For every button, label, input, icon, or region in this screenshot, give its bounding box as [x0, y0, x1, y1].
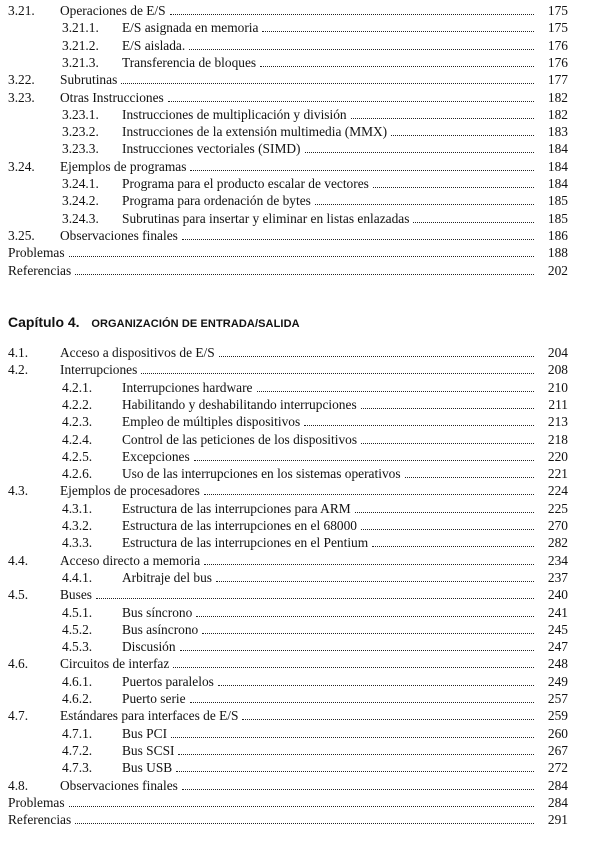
dot-leader [69, 255, 534, 257]
dot-leader [190, 701, 534, 703]
toc-entry-title: Estructura de las interrupciones en el 68000 [122, 518, 358, 533]
toc-entry[interactable] [8, 517, 568, 533]
toc-entry-number: 4.2.1. [62, 379, 93, 395]
dot-leader [262, 30, 534, 32]
toc-entry-title: Programa para ordenación de bytes [122, 193, 311, 209]
dot-leader [75, 822, 534, 824]
dot-leader [141, 372, 534, 374]
toc-entry[interactable] [8, 742, 568, 758]
toc-entry-title: Observaciones finales [60, 777, 178, 793]
chapter-title: ORGANIZACIÓN DE ENTRADA/SALIDA [91, 318, 300, 330]
toc-entry-number: 4.1. [8, 345, 29, 360]
toc-entry-page: 241 [547, 604, 568, 620]
toc-entry[interactable] [8, 2, 568, 18]
toc-entry-title: Bus síncrono [122, 604, 193, 620]
toc-entry[interactable] [8, 244, 568, 260]
dot-leader [260, 65, 534, 67]
toc-entry[interactable] [8, 465, 568, 481]
dot-leader [242, 718, 534, 720]
dot-leader [196, 615, 534, 617]
toc-entry-page: 224 [547, 483, 568, 499]
toc-entry-number: 4.3.2. [62, 518, 93, 533]
toc-entry[interactable] [8, 37, 568, 53]
toc-entry-page: 257 [547, 691, 568, 706]
toc-entry-title: Otras Instrucciones [60, 89, 164, 105]
toc-entry-page: 177 [547, 72, 568, 88]
toc-entry[interactable] [8, 482, 568, 498]
toc-entry-page: 249 [547, 673, 568, 689]
dot-leader [121, 82, 534, 84]
toc-entry-page: 218 [547, 431, 568, 447]
toc-entry-title: Subrutinas [60, 72, 118, 88]
toc-entry-title: Problemas [8, 794, 65, 810]
toc-entry-page: 188 [547, 245, 568, 261]
toc-entry[interactable] [8, 344, 568, 360]
dot-leader [355, 511, 534, 513]
toc-entry-title: Buses [60, 587, 92, 603]
dot-leader [304, 424, 534, 426]
toc-entry-number: 4.7. [8, 708, 29, 724]
toc-entry-title: E/S aislada. [122, 37, 186, 53]
dot-leader [194, 459, 534, 461]
toc-entry-title: Bus asíncrono [122, 621, 199, 637]
toc-entry[interactable] [8, 448, 568, 464]
toc-entry-number: 4.2.2. [62, 396, 93, 412]
toc-entry-page: 185 [547, 193, 568, 209]
toc-entry-page: 237 [547, 569, 568, 585]
toc-entry-page: 184 [547, 141, 568, 157]
toc-entry-title: Instrucciones de la extensión multimedia (MMX) [122, 124, 388, 140]
dot-leader [361, 528, 534, 530]
toc-entry-number: 3.21.3. [62, 54, 99, 70]
toc-entry-title: Observaciones finales [60, 227, 178, 243]
toc-entry[interactable] [8, 71, 568, 87]
toc-entry-number: 3.24. [8, 158, 35, 174]
toc-entry-page: 185 [547, 210, 568, 226]
toc-entry-title: Bus USB [122, 760, 173, 776]
toc-entry-number: 4.5. [8, 587, 29, 603]
toc-entry-title: Estándares para interfaces de E/S [60, 708, 239, 724]
toc-entry[interactable] [8, 89, 568, 105]
toc-entry-title: E/S asignada en memoria [122, 20, 259, 36]
toc-entry-page: 240 [547, 587, 568, 603]
toc-entry-title: Problemas [8, 245, 65, 261]
toc-entry-number: 3.23.1. [62, 106, 99, 122]
toc-entry-number: 3.24.1. [62, 176, 99, 191]
toc-entry-page: 210 [547, 379, 568, 395]
toc-entry-page: 248 [547, 656, 568, 672]
toc-entry[interactable] [8, 552, 568, 568]
toc-entry-title: Estructura de las interrupciones para ARM [122, 500, 351, 516]
toc-entry-page: 291 [547, 812, 568, 828]
toc-entry[interactable] [8, 19, 568, 35]
toc-entry-title: Estructura de las interrupciones en el Pentium [122, 535, 369, 551]
toc-entry-number: 4.6. [8, 656, 29, 672]
dot-leader [202, 632, 534, 634]
toc-entry-title: Ejemplos de programas [60, 158, 187, 174]
toc-entry-title: Instrucciones de multiplicación y división [122, 106, 347, 122]
toc-entry-page: 259 [547, 708, 568, 724]
toc-entry-number: 4.6.1. [62, 673, 93, 689]
dot-leader [171, 736, 534, 738]
dot-leader [216, 580, 534, 582]
toc-entry[interactable] [8, 638, 568, 654]
toc-entry-number: 4.2.3. [62, 414, 93, 430]
toc-entry-page: 208 [547, 362, 568, 378]
toc-entry[interactable] [8, 707, 568, 723]
toc-entry-number: 4.6.2. [62, 691, 93, 706]
toc-entry[interactable] [8, 811, 568, 827]
toc-entry[interactable] [8, 175, 568, 191]
toc-entry-page: 267 [547, 742, 568, 758]
toc-entry-title: Excepciones [122, 448, 190, 464]
dot-leader [361, 442, 534, 444]
toc-entry-title: Bus SCSI [122, 742, 175, 758]
toc-entry-page: 184 [547, 176, 568, 191]
dot-leader [315, 203, 534, 205]
dot-leader [373, 186, 534, 188]
toc-entry-page: 182 [547, 89, 568, 105]
toc-entry[interactable] [8, 413, 568, 429]
toc-entry-page: 221 [547, 466, 568, 482]
toc-entry[interactable] [8, 655, 568, 671]
dot-leader [372, 545, 534, 547]
toc-entry-title: Operaciones de E/S [60, 3, 166, 18]
toc-entry[interactable] [8, 500, 568, 516]
toc-entry-title: Arbitraje del bus [122, 569, 212, 585]
toc-entry-number: 3.21. [8, 3, 35, 18]
toc-entry-title: Ejemplos de procesadores [60, 483, 200, 499]
toc-entry[interactable] [8, 379, 568, 395]
toc-entry-title: Discusión [122, 639, 176, 655]
toc-entry-page: 272 [547, 760, 568, 776]
dot-leader [176, 770, 534, 772]
dot-leader [182, 788, 534, 790]
toc-entry[interactable] [8, 794, 568, 810]
toc-entry[interactable] [8, 534, 568, 550]
dot-leader [257, 390, 535, 392]
toc-entry-title: Acceso a dispositivos de E/S [60, 345, 215, 360]
toc-entry-page: 247 [547, 639, 568, 655]
toc-entry-title: Transferencia de bloques [122, 54, 257, 70]
toc-entry-page: 284 [547, 794, 568, 810]
dot-leader [180, 649, 534, 651]
dot-leader [170, 13, 534, 15]
toc-entry-title: Acceso directo a memoria [60, 552, 201, 568]
toc-entry[interactable] [8, 673, 568, 689]
toc-entry[interactable] [8, 777, 568, 793]
toc-entry[interactable] [8, 54, 568, 70]
toc-entry-number: 4.5.2. [62, 621, 93, 637]
dot-leader [178, 753, 534, 755]
toc-entry-title: Bus PCI [122, 725, 168, 741]
toc-entry-number: 3.25. [8, 227, 35, 243]
toc-entry-page: 234 [547, 552, 568, 568]
toc-entry-number: 3.24.2. [62, 193, 99, 209]
toc-entry-page: 260 [547, 725, 568, 741]
toc-entry-number: 3.23.3. [62, 141, 99, 157]
dot-leader [204, 563, 534, 565]
toc-entry-page: 284 [547, 777, 568, 793]
dot-leader [189, 48, 534, 50]
dot-leader [305, 151, 535, 153]
toc-entry-number: 3.23. [8, 89, 35, 105]
toc-entry-page: 184 [547, 158, 568, 174]
toc-entry-page: 270 [547, 518, 568, 533]
toc-entry[interactable] [8, 106, 568, 122]
dot-leader [182, 238, 534, 240]
toc-entry[interactable] [8, 140, 568, 156]
toc-entry[interactable] [8, 192, 568, 208]
toc-entry-title: Circuitos de interfaz [60, 656, 170, 672]
dot-leader [218, 684, 534, 686]
toc-entry-title: Control de las peticiones de los dispositivos [122, 431, 358, 447]
toc-entry-title: Habilitando y deshabilitando interrupciones [122, 396, 357, 412]
toc-entry[interactable] [8, 604, 568, 620]
toc-entry[interactable] [8, 586, 568, 602]
toc-entry-page: 213 [547, 414, 568, 430]
dot-leader [351, 117, 534, 119]
toc-entry-number: 3.24.3. [62, 210, 99, 226]
toc-entry-number: 4.7.1. [62, 725, 93, 741]
toc-entry-page: 204 [547, 345, 568, 360]
toc-entry-number: 4.3.1. [62, 500, 93, 516]
toc-entry-title: Subrutinas para insertar y eliminar en listas enlazadas [122, 210, 410, 226]
toc-entry-number: 3.22. [8, 72, 35, 88]
toc-entry-number: 3.23.2. [62, 124, 99, 140]
toc-entry-page: 211 [548, 396, 568, 412]
toc-entry-number: 4.3.3. [62, 535, 93, 551]
toc-entry-number: 4.2.4. [62, 431, 93, 447]
toc-entry[interactable] [8, 431, 568, 447]
toc-entry-number: 4.2.6. [62, 466, 93, 482]
toc-entry-page: 186 [547, 227, 568, 243]
toc-entry-number: 3.21.2. [62, 37, 99, 53]
toc-entry-title: Empleo de múltiples dispositivos [122, 414, 301, 430]
toc-entry[interactable] [8, 158, 568, 174]
toc-entry[interactable] [8, 361, 568, 377]
toc-entry-title: Interrupciones [60, 362, 138, 378]
toc-entry-title: Uso de las interrupciones en los sistemas operativos [122, 466, 401, 482]
toc-entry-number: 4.2. [8, 362, 29, 378]
toc-entry-title: Programa para el producto escalar de vectores [122, 176, 369, 191]
toc-entry-title: Interrupciones hardware [122, 379, 253, 395]
toc-entry-title: Puertos paralelos [122, 673, 214, 689]
toc-entry[interactable] [8, 569, 568, 585]
toc-entry-title: Referencias [8, 812, 72, 828]
dot-leader [204, 493, 534, 495]
toc-entry-number: 4.5.1. [62, 604, 93, 620]
dot-leader [173, 666, 534, 668]
toc-entry-number: 4.4. [8, 552, 29, 568]
toc-entry-title: Instrucciones vectoriales (SIMD) [122, 141, 301, 157]
toc-entry-page: 176 [547, 37, 568, 53]
toc-entry[interactable] [8, 621, 568, 637]
toc-entry-page: 245 [547, 621, 568, 637]
toc-entry-number: 4.4.1. [62, 569, 93, 585]
toc-entry-page: 282 [547, 535, 568, 551]
toc-entry-title: Puerto serie [122, 691, 186, 706]
toc-entry[interactable] [8, 396, 568, 412]
toc-entry-number: 4.7.3. [62, 760, 93, 776]
toc-entry[interactable] [8, 262, 568, 278]
dot-leader [391, 134, 534, 136]
dot-leader [168, 100, 534, 102]
toc-entry-number: 4.2.5. [62, 448, 93, 464]
toc-entry-number: 4.7.2. [62, 742, 93, 758]
toc-entry-number: 4.3. [8, 483, 29, 499]
dot-leader [190, 169, 534, 171]
dot-leader [413, 221, 534, 223]
toc-entry[interactable] [8, 759, 568, 775]
dot-leader [361, 407, 534, 409]
toc-entry-page: 183 [547, 124, 568, 140]
toc-entry-page: 182 [547, 106, 568, 122]
toc-entry-number: 3.21.1. [62, 20, 99, 36]
chapter-label: Capítulo 4. [8, 314, 80, 330]
chapter-heading [8, 314, 300, 330]
toc-entry-number: 4.5.3. [62, 639, 93, 655]
toc-entry[interactable] [8, 725, 568, 741]
toc-entry-page: 175 [547, 3, 568, 18]
toc-entry[interactable] [8, 210, 568, 226]
dot-leader [405, 476, 534, 478]
toc-entry-title: Referencias [8, 262, 72, 278]
toc-entry-number: 4.8. [8, 777, 29, 793]
dot-leader [219, 355, 534, 357]
toc-entry[interactable] [8, 690, 568, 706]
toc-entry[interactable] [8, 227, 568, 243]
toc-entry-page: 220 [547, 448, 568, 464]
dot-leader [75, 273, 534, 275]
toc-entry-page: 176 [547, 54, 568, 70]
toc-entry[interactable] [8, 123, 568, 139]
dot-leader [69, 805, 534, 807]
toc-entry-page: 175 [547, 20, 568, 36]
toc-entry-page: 225 [547, 500, 568, 516]
dot-leader [96, 597, 534, 599]
toc-entry-page: 202 [547, 262, 568, 278]
